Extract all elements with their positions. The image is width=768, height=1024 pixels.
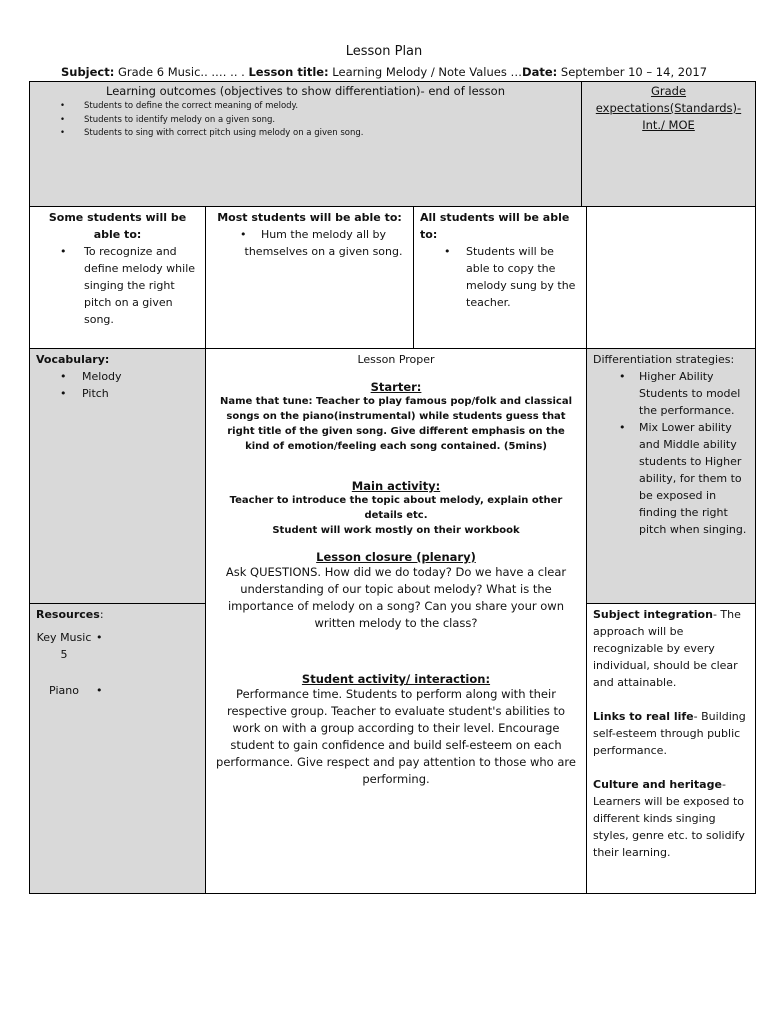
main-activity-heading: Main activity: <box>351 479 441 493</box>
subject-integration <box>593 606 749 691</box>
subject-integration-text: - The approach will be recognizable by every individual, should be clear and attainable. <box>593 608 741 689</box>
most-students-heading: Most students will be able to: <box>217 211 402 224</box>
culture-text: - Learners will be exposed to different kinds singing styles, genre etc. to solidify their learning. <box>593 778 745 859</box>
lesson-proper-cell <box>205 348 587 894</box>
grade-expectations-cell <box>581 81 756 207</box>
lesson-title-label: Lesson title: <box>248 65 329 79</box>
subject-integration-label: Subject integration <box>593 608 713 621</box>
resource-item <box>36 623 199 674</box>
strategy-item: • Mix Lower ability and Middle ability students to Higher ability, for them to be exposed in finding the right pitch when singing. <box>593 419 749 538</box>
subject-line <box>0 65 768 79</box>
bullet-icon: • <box>96 684 103 697</box>
learning-outcomes-list <box>30 100 581 141</box>
starter-heading: Starter: <box>370 380 422 394</box>
differentiation-heading: Differentiation strategies: <box>593 353 735 366</box>
student-activity-heading: Student activity/ interaction: <box>301 672 491 686</box>
culture-and-heritage <box>593 776 749 861</box>
resource-label: Key Music 5 <box>36 631 92 661</box>
links-label: Links to real life <box>593 710 694 723</box>
culture-label: Culture and heritage <box>593 778 722 791</box>
resources-cell <box>29 603 206 894</box>
main-activity-text-2: Student will work mostly on their workbook <box>272 525 520 536</box>
bullet-icon: • <box>96 631 103 644</box>
date-label: Date: <box>522 65 558 79</box>
resource-label: Piano <box>49 684 79 697</box>
some-students-list <box>36 243 199 328</box>
most-students-cell <box>205 206 414 349</box>
grade-line-1: Grade <box>650 84 687 98</box>
vocabulary-item: • Pitch <box>36 385 199 402</box>
outcome-item: • Students to identify melody on a given song. <box>30 114 581 128</box>
empty-cell <box>586 206 756 349</box>
list-item: • To recognize and define melody while singing the right pitch on a given song. <box>36 243 199 328</box>
differentiation-list <box>593 368 749 538</box>
grade-expectations-heading <box>582 83 755 134</box>
links-to-real-life <box>593 708 749 759</box>
resources-colon: : <box>99 608 104 621</box>
links-text: - Building self-esteem through public performance. <box>593 710 746 757</box>
grade-line-2: expectations(Standards)- <box>595 101 742 115</box>
resources-heading: Resources <box>36 608 100 621</box>
some-students-heading: Some students will be able to: <box>48 211 187 241</box>
outcome-item: • Students to define the correct meaning of melody. <box>30 100 581 114</box>
student-activity-text: Performance time. Students to perform along with their respective group. Teacher to evaluate student's abilities to work on with a group according to their level. Encourage student to gain confidence and build self-esteem on each performance. Give respect and pay attention to those who are performing. <box>216 687 576 786</box>
all-students-heading: All students will be able to: <box>420 211 570 241</box>
grade-line-3: Int./ MOE <box>642 118 695 132</box>
subject-value: Grade 6 Music.. .… .. . <box>114 65 249 79</box>
most-students-list <box>212 226 407 260</box>
page-title: Lesson Plan <box>345 44 423 59</box>
integration-cell <box>586 603 756 894</box>
starter-label: Name that tune: <box>219 396 313 407</box>
list-item: • Hum the melody all by themselves on a given song. <box>212 226 407 260</box>
resources-heading-row <box>36 606 199 623</box>
lesson-closure-heading: Lesson closure (plenary) <box>316 550 476 564</box>
list-item: • Students will be able to copy the melody sung by the teacher. <box>420 243 580 311</box>
date-value: September 10 – 14, 2017 <box>557 65 708 79</box>
learning-outcomes-heading: Learning outcomes (objectives to show differentiation)- end of lesson <box>106 84 505 98</box>
starter-text <box>214 394 578 454</box>
outcome-item: • Students to sing with correct pitch using melody on a given song. <box>30 127 581 141</box>
vocabulary-heading: Vocabulary: <box>36 353 110 366</box>
vocabulary-list <box>36 368 199 402</box>
main-activity-text-1: Teacher to introduce the topic about melody, explain other details etc. <box>229 495 563 521</box>
lesson-title-value: Learning Melody / Note Values … <box>328 65 523 79</box>
lesson-closure-text: Ask QUESTIONS. How did we do today? Do we have a clear understanding of our topic about melody? What is the importance of melody on a song? Can you share your own written melody to the class? <box>225 565 567 630</box>
some-students-cell <box>29 206 206 349</box>
vocabulary-cell <box>29 348 206 604</box>
all-students-list <box>420 243 580 311</box>
lesson-proper-title: Lesson Proper <box>357 353 435 366</box>
strategy-item: • Higher Ability Students to model the performance. <box>593 368 749 419</box>
resource-item <box>36 674 199 697</box>
differentiation-cell <box>586 348 756 604</box>
starter-body: Teacher to play famous pop/folk and classical songs on the piano(instrumental) while students guess that right title of the given song. Give different emphasis on the kind of emotion/feeling each song contained. (5mins) <box>226 396 573 452</box>
vocabulary-item: • Melody <box>36 368 199 385</box>
learning-outcomes-cell <box>29 81 582 207</box>
all-students-cell <box>413 206 587 349</box>
subject-label: Subject: <box>60 65 115 79</box>
